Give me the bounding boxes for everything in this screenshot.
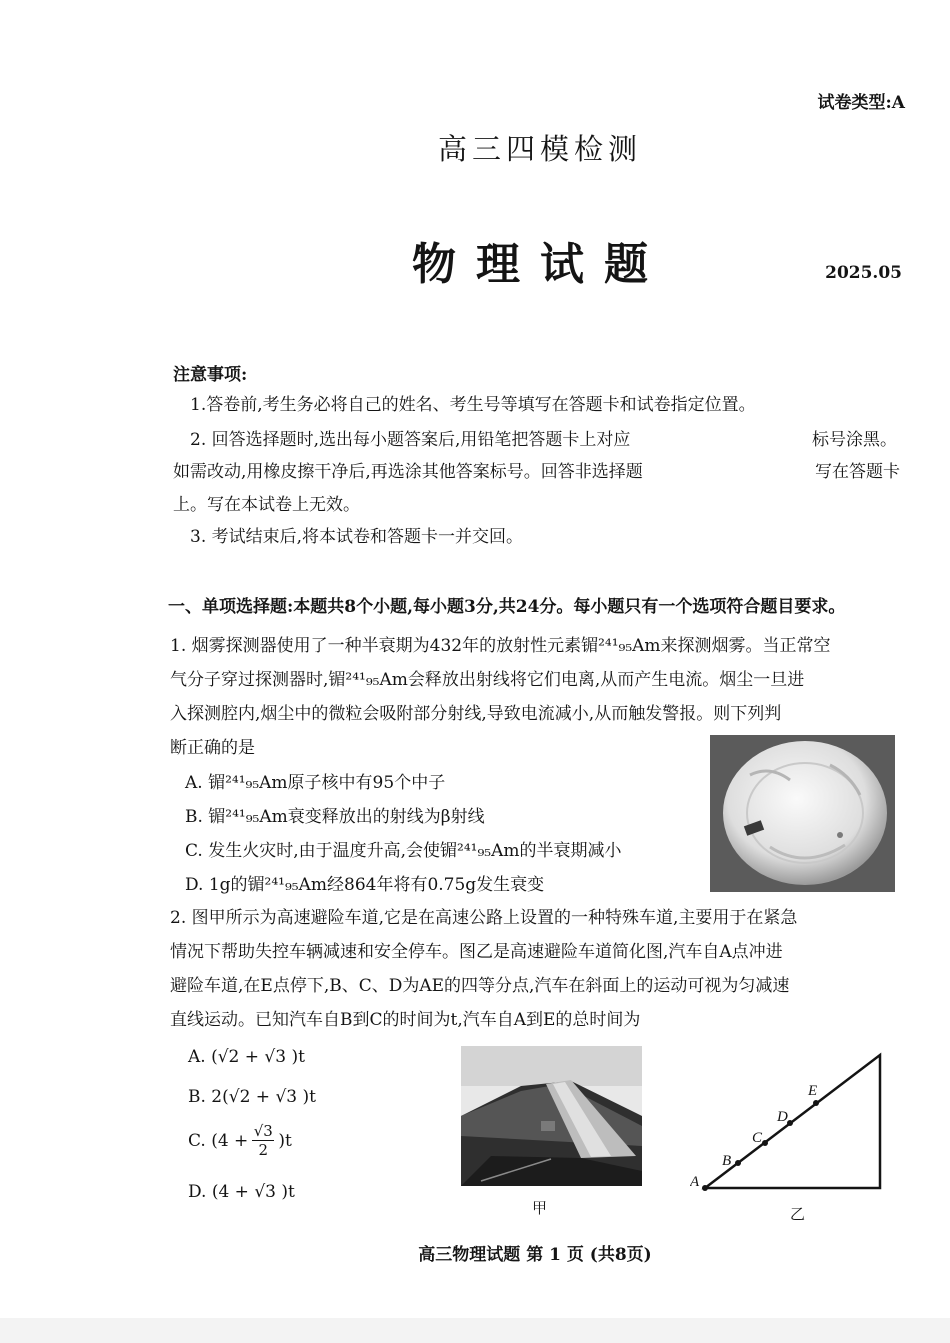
paper-type: 试卷类型:A xyxy=(817,93,905,113)
exam-name: 高三四模检测 xyxy=(437,132,642,166)
notice-item-2-line-3: 上。写在本试卷上无效。 xyxy=(173,495,360,515)
q1-option-c: C. 发生火灾时,由于温度升高,会使镅²⁴¹₉₅Am的半衰期减小 xyxy=(185,841,622,861)
q1-stem-line-2: 气分子穿过探测器时,镅²⁴¹₉₅Am会释放出射线将它们电离,从而产生电流。烟尘一旦进 xyxy=(170,670,805,690)
subject-title: 物理试题 xyxy=(412,239,668,290)
q2-option-c-denominator: 2 xyxy=(252,1140,274,1159)
scan-blank-patch xyxy=(700,420,808,492)
point-d-marker xyxy=(787,1120,793,1126)
exam-date: 2025.05 xyxy=(825,263,902,283)
point-d-label: D xyxy=(777,1109,788,1125)
q2-stem-line-2: 情况下帮助失控车辆减速和安全停车。图乙是高速避险车道简化图,汽车自A点冲进 xyxy=(170,942,783,962)
q2-option-c-suffix: )t xyxy=(278,1130,292,1151)
q2-stem-line-4: 直线运动。已知汽车自B到C的时间为t,汽车自A到E的总时间为 xyxy=(170,1010,641,1030)
q1-stem-line-3: 入探测腔内,烟尘中的微粒会吸附部分射线,导致电流减小,从而触发警报。则下列判 xyxy=(170,704,782,724)
q1-option-b: B. 镅²⁴¹₉₅Am衰变释放出的射线为β射线 xyxy=(185,807,485,827)
point-a-label: A xyxy=(690,1174,700,1190)
q1-stem-line-4: 断正确的是 xyxy=(170,738,255,758)
q2-stem-line-1: 2. 图甲所示为高速避险车道,它是在高速公路上设置的一种特殊车道,主要用于在紧急 xyxy=(170,908,798,928)
smoke-detector-photo xyxy=(710,735,895,892)
notice-item-2-line-2-right: 写在答题卡 xyxy=(815,462,900,482)
incline-diagram xyxy=(690,1045,900,1205)
figure-jia-caption: 甲 xyxy=(532,1199,548,1217)
point-a-marker xyxy=(702,1185,708,1191)
q1-option-a: A. 镅²⁴¹₉₅Am原子核中有95个中子 xyxy=(185,773,446,793)
q2-option-c-fraction xyxy=(252,1122,274,1159)
point-c-marker xyxy=(762,1140,768,1146)
section-heading: 一、单项选择题:本题共8个小题,每小题3分,共24分。每小题只有一个选项符合题目要求。 xyxy=(168,597,846,617)
q2-stem-line-3: 避险车道,在E点停下,B、C、D为AE的四等分点,汽车在斜面上的运动可视为匀减速 xyxy=(170,976,790,996)
q2-option-b: B. 2(√2 + √3 )t xyxy=(188,1087,316,1107)
notice-item-1: 1.答卷前,考生务必将自己的姓名、考生号等填写在答题卡和试卷指定位置。 xyxy=(190,395,756,415)
q1-stem-line-1: 1. 烟雾探测器使用了一种半衰期为432年的放射性元素镅²⁴¹₉₅Am来探测烟雾。当正常空 xyxy=(170,636,831,656)
figure-yi-caption: 乙 xyxy=(790,1205,806,1223)
q2-option-c-prefix: C. (4 + xyxy=(188,1130,249,1151)
page-footer: 高三物理试题 第 1 页 (共8页) xyxy=(418,1245,652,1265)
q2-option-a: A. (√2 + √3 )t xyxy=(188,1047,305,1067)
q2-option-c-numerator: √3 xyxy=(253,1122,273,1140)
notice-heading: 注意事项: xyxy=(173,365,248,385)
question-2-stem xyxy=(170,901,900,1037)
q2-option-d: D. (4 + √3 )t xyxy=(188,1182,295,1202)
q1-option-d: D. 1g的镅²⁴¹₉₅Am经864年将有0.75g发生衰变 xyxy=(185,875,545,895)
point-e-label: E xyxy=(808,1083,818,1099)
q2-option-c xyxy=(188,1122,292,1159)
notice-item-2-line-1: 2. 回答选择题时,选出每小题答案后,用铅笔把答题卡上对应 xyxy=(190,430,631,450)
escape-lane-photo xyxy=(461,1046,642,1186)
point-c-label: C xyxy=(752,1130,763,1146)
notice-item-2-line-1-right: 标号涂黑。 xyxy=(812,430,897,450)
notice-item-2-line-2: 如需改动,用橡皮擦干净后,再选涂其他答案标号。回答非选择题 xyxy=(173,462,643,482)
point-b-label: B xyxy=(722,1153,732,1169)
point-e-marker xyxy=(813,1100,819,1106)
scan-bottom-edge xyxy=(0,1318,950,1343)
point-b-marker xyxy=(735,1160,741,1166)
notice-item-3: 3. 考试结束后,将本试卷和答题卡一并交回。 xyxy=(190,527,524,547)
